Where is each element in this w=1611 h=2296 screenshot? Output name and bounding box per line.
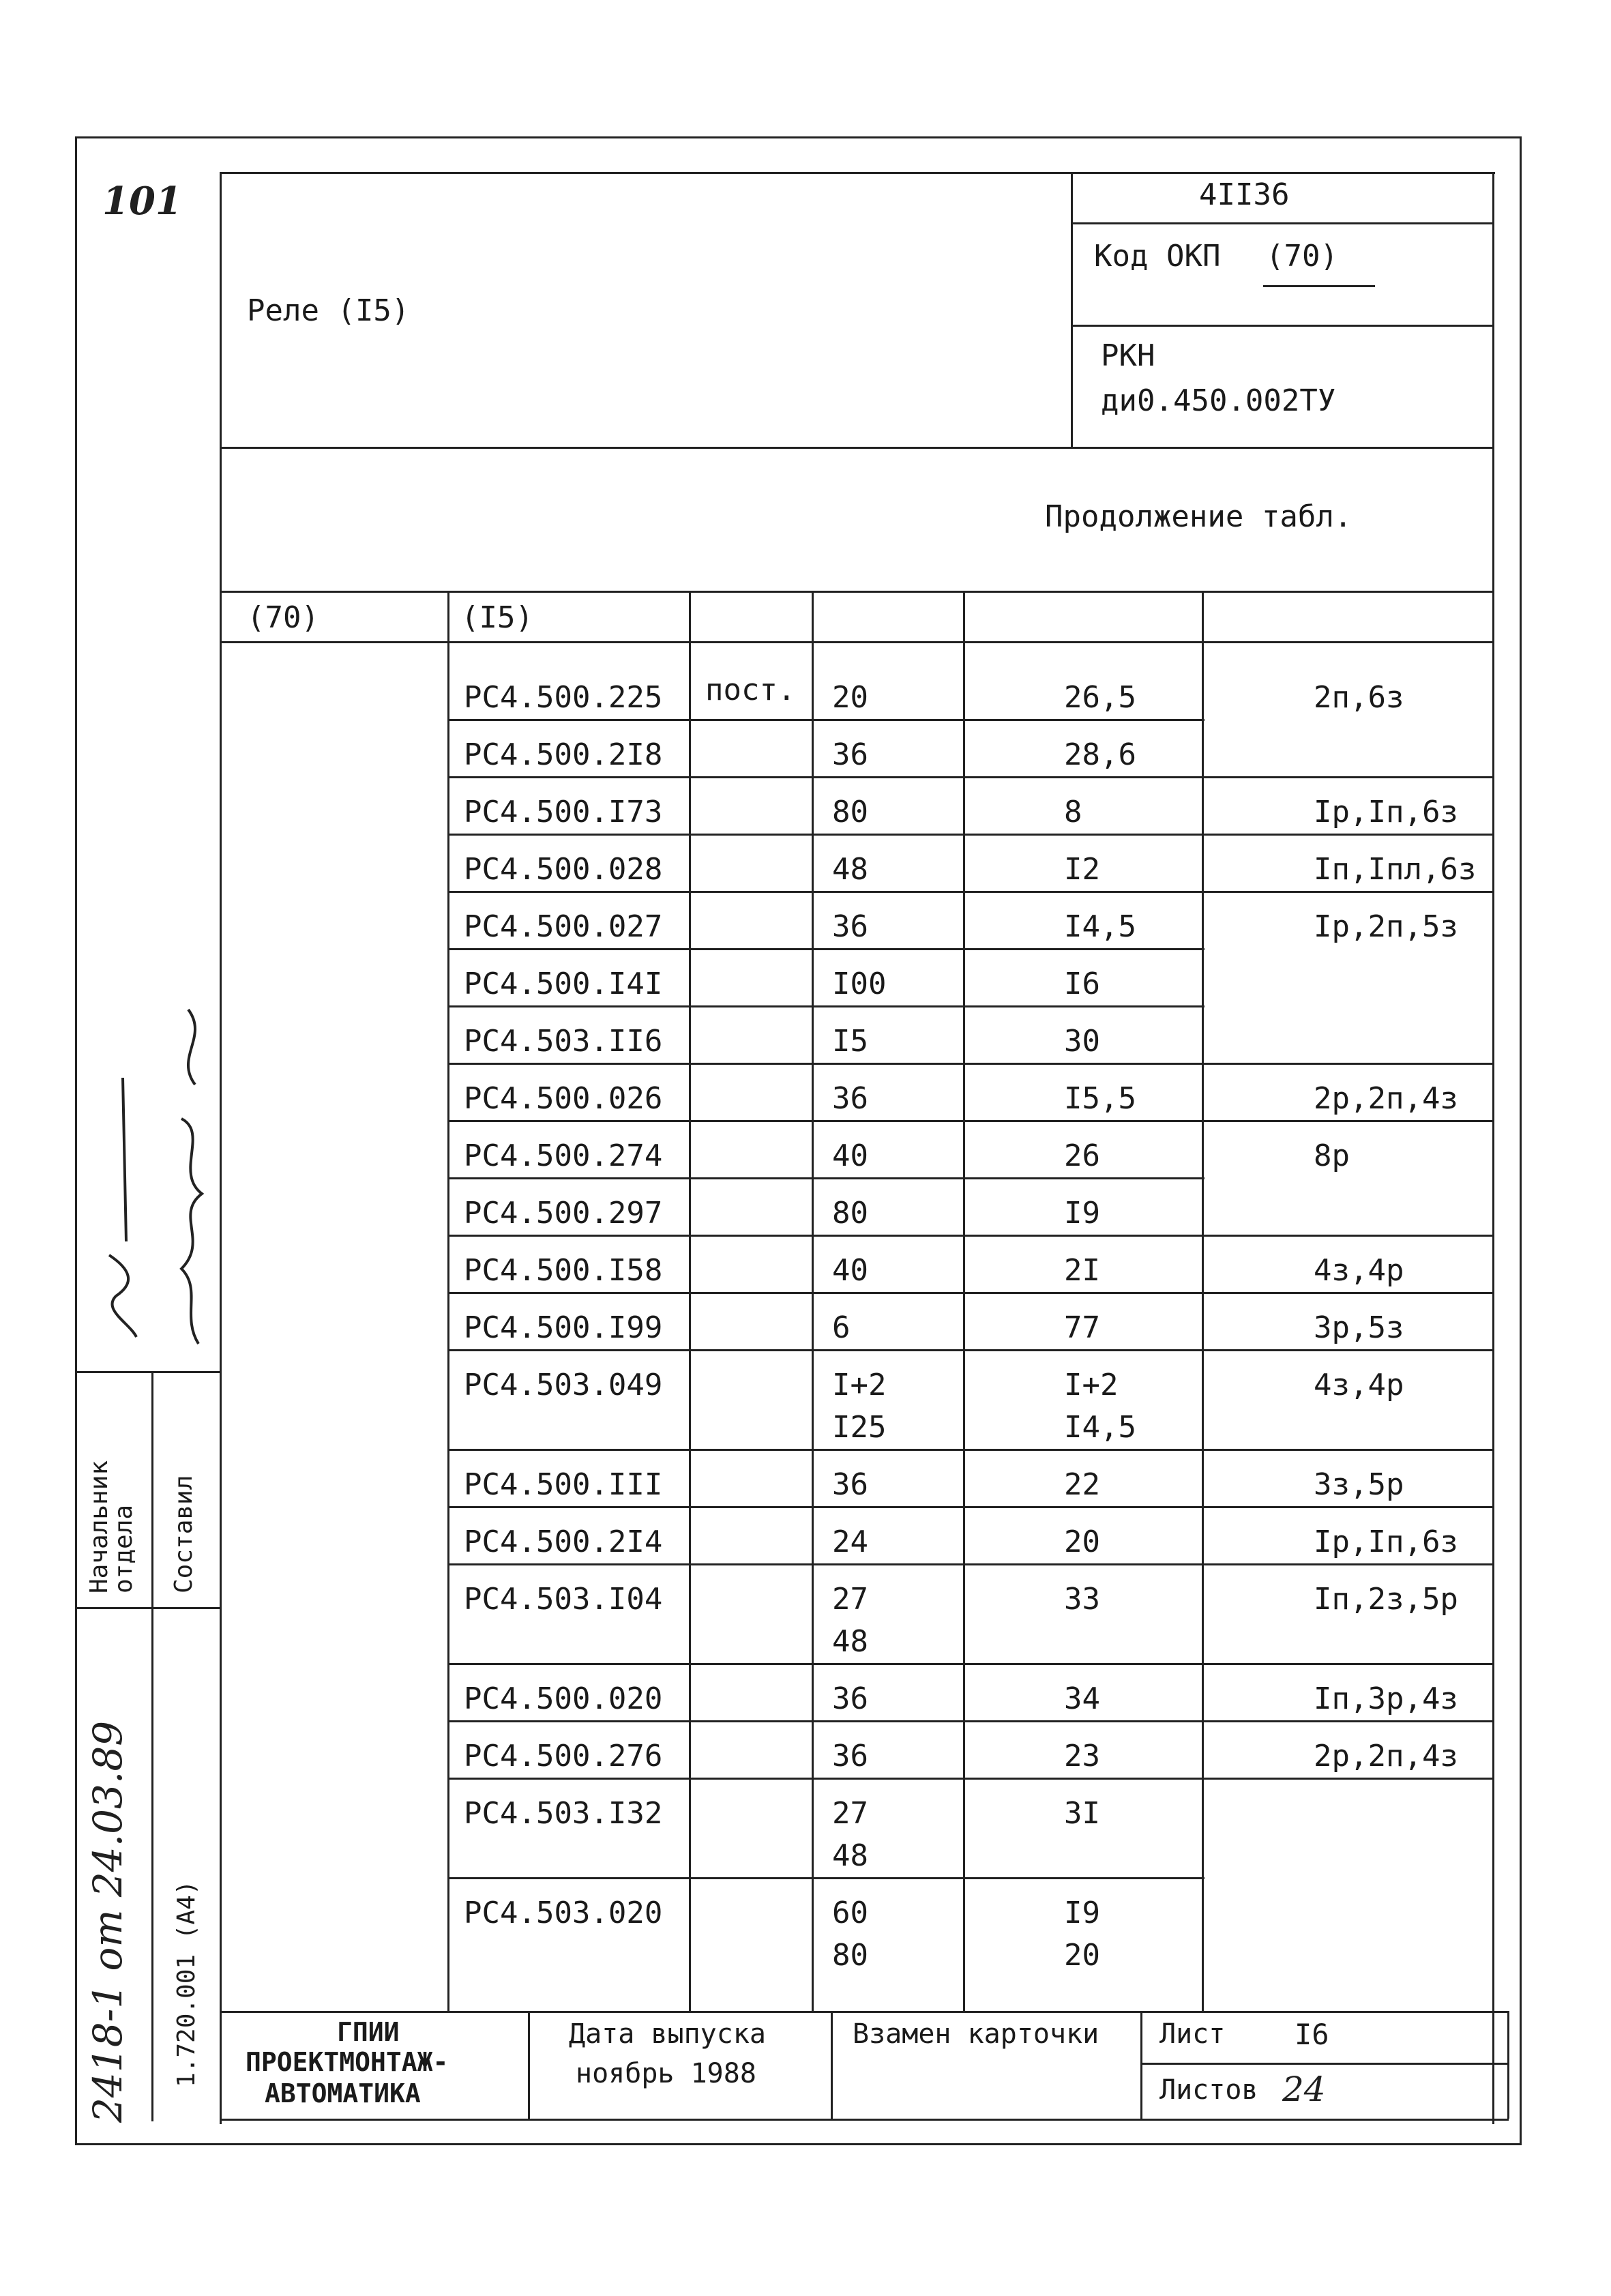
row-code: РС4.500.III bbox=[464, 1467, 663, 1502]
row-value-1: 40 bbox=[832, 1253, 868, 1288]
sheet-label: Лист bbox=[1159, 2018, 1226, 2050]
org-line-1: ГПИИ bbox=[337, 2017, 400, 2047]
table-body bbox=[225, 663, 1499, 1978]
row-value-1: 36 bbox=[832, 909, 868, 944]
row-value-1: 36 bbox=[832, 1739, 868, 1773]
header-line-2 bbox=[1071, 325, 1492, 327]
row-code: РС4.500.I73 bbox=[464, 795, 663, 829]
table-row bbox=[225, 950, 1499, 1007]
doc-number: 4II36 bbox=[1199, 177, 1290, 212]
table-header-bottom bbox=[220, 641, 1494, 643]
row-value-2: 33 bbox=[1064, 1582, 1100, 1617]
table-row bbox=[225, 892, 1499, 950]
outer-frame-top bbox=[75, 136, 1521, 138]
row-value-2: I2 bbox=[1064, 852, 1100, 887]
row-contacts: Iр,Iп,6з bbox=[1314, 1525, 1458, 1559]
row-code: РС4.500.225 bbox=[464, 680, 663, 715]
table-header-top bbox=[220, 591, 1494, 593]
column-header-okp: (70) bbox=[247, 600, 319, 635]
row-value-1: 36 bbox=[832, 1467, 868, 1502]
row-code: РС4.500.I58 bbox=[464, 1253, 663, 1288]
issue-date: ноябрь 1988 bbox=[576, 2058, 756, 2089]
sheets-value: 24 bbox=[1282, 2070, 1326, 2109]
row-value-2: 8 bbox=[1064, 795, 1082, 829]
current-type: пост. bbox=[705, 673, 796, 707]
row-code: РС4.500.028 bbox=[464, 852, 663, 887]
table-row bbox=[225, 1722, 1499, 1779]
row-code: РС4.500.2I8 bbox=[464, 737, 663, 772]
row-contacts: 4з,4р bbox=[1314, 1253, 1404, 1288]
row-code: РС4.503.II6 bbox=[464, 1024, 663, 1059]
row-value-1: I+2 I25 bbox=[832, 1368, 887, 1445]
table-row bbox=[225, 835, 1499, 892]
row-value-2: 26 bbox=[1064, 1138, 1100, 1173]
row-value-1: 48 bbox=[832, 852, 868, 887]
table-row bbox=[225, 1121, 1499, 1179]
table-row bbox=[225, 1064, 1499, 1121]
row-value-1: 24 bbox=[832, 1525, 868, 1559]
row-contacts: 2п,6з bbox=[1314, 680, 1404, 715]
row-value-2: I5,5 bbox=[1064, 1081, 1136, 1116]
footer-top bbox=[220, 2011, 1509, 2013]
row-value-2: 23 bbox=[1064, 1739, 1100, 1773]
row-contacts: Iр,Iп,6з bbox=[1314, 795, 1458, 829]
row-code: РС4.503.I04 bbox=[464, 1582, 663, 1617]
okp-label: Код ОКП bbox=[1094, 239, 1221, 274]
row-value-1: 36 bbox=[832, 1081, 868, 1116]
row-value-1: I5 bbox=[832, 1024, 868, 1059]
row-contacts: 2р,2п,4з bbox=[1314, 1081, 1458, 1116]
row-contacts: 3р,5з bbox=[1314, 1310, 1404, 1345]
outer-frame-right bbox=[1520, 136, 1522, 2145]
row-code: РС4.500.274 bbox=[464, 1138, 663, 1173]
footer-rule-3 bbox=[1140, 2011, 1142, 2119]
table-row bbox=[225, 1236, 1499, 1293]
row-value-2: I6 bbox=[1064, 967, 1100, 1001]
row-code: РС4.500.I99 bbox=[464, 1310, 663, 1345]
row-code: РС4.500.026 bbox=[464, 1081, 663, 1116]
row-contacts: Iп,3р,4з bbox=[1314, 1681, 1458, 1716]
issue-label: Дата выпуска bbox=[569, 2018, 766, 2050]
row-value-1: 6 bbox=[832, 1310, 851, 1345]
continuation-caption: Продолжение табл. bbox=[1045, 499, 1353, 534]
row-value-1: 80 bbox=[832, 1196, 868, 1231]
replace-label: Взамен карточки bbox=[853, 2018, 1099, 2050]
row-value-2: 2I bbox=[1064, 1253, 1100, 1288]
footer-rule-4 bbox=[1507, 2011, 1509, 2119]
row-value-2: I4,5 bbox=[1064, 909, 1136, 944]
outer-frame-bottom bbox=[75, 2143, 1521, 2145]
table-row bbox=[225, 778, 1499, 835]
row-value-1: 27 48 bbox=[832, 1796, 868, 1873]
side-label-compiled: Составил bbox=[170, 1475, 198, 1593]
row-value-1: I00 bbox=[832, 967, 887, 1001]
row-value-1: 36 bbox=[832, 737, 868, 772]
row-contacts: 2р,2п,4з bbox=[1314, 1739, 1458, 1773]
row-contacts: 3з,5р bbox=[1314, 1467, 1404, 1502]
row-code: РС4.500.027 bbox=[464, 909, 663, 944]
row-value-2: I9 20 bbox=[1064, 1896, 1100, 1973]
signature-compiled-icon bbox=[161, 996, 222, 1364]
outer-frame-left bbox=[75, 136, 77, 2145]
row-value-2: 77 bbox=[1064, 1310, 1100, 1345]
org-line-2: ПРОЕКТМОНТАЖ- bbox=[246, 2047, 449, 2077]
footer-sheet-divider bbox=[1140, 2063, 1509, 2065]
row-code: РС4.500.276 bbox=[464, 1739, 663, 1773]
row-code: РС4.503.020 bbox=[464, 1896, 663, 1930]
okp-value: (70) bbox=[1266, 239, 1338, 274]
row-value-1: 40 bbox=[832, 1138, 868, 1173]
org-line-3: АВТОМАТИКА bbox=[265, 2078, 421, 2108]
row-value-1: 60 80 bbox=[832, 1896, 868, 1973]
row-value-2: 22 bbox=[1064, 1467, 1100, 1502]
row-value-1: 36 bbox=[832, 1681, 868, 1716]
table-row bbox=[225, 1565, 1499, 1664]
footer-rule-2 bbox=[831, 2011, 833, 2119]
standard-code: ди0.450.002ТУ bbox=[1101, 383, 1336, 418]
table-row bbox=[225, 1507, 1499, 1565]
row-value-2: 30 bbox=[1064, 1024, 1100, 1059]
header-bottom bbox=[220, 447, 1494, 449]
row-contacts: 8р bbox=[1314, 1138, 1350, 1173]
row-value-2: 3I bbox=[1064, 1796, 1100, 1831]
side-label-head: Начальник отдела bbox=[85, 1460, 138, 1593]
sheets-label: Листов bbox=[1159, 2074, 1258, 2106]
table-row bbox=[225, 663, 1499, 720]
table-row bbox=[225, 1779, 1499, 1879]
row-code: РС4.503.I32 bbox=[464, 1796, 663, 1831]
row-code: РС4.500.297 bbox=[464, 1196, 663, 1231]
row-value-2: 28,6 bbox=[1064, 737, 1136, 772]
table-row bbox=[225, 1879, 1499, 1978]
row-value-2: I9 bbox=[1064, 1196, 1100, 1231]
row-value-2: 20 bbox=[1064, 1525, 1100, 1559]
row-value-1: 20 bbox=[832, 680, 868, 715]
side-strip-rule-1 bbox=[151, 1371, 153, 2121]
side-form-code: 1.720.001 (А4) bbox=[173, 1880, 201, 2087]
row-code: РС4.500.020 bbox=[464, 1681, 663, 1716]
table-row bbox=[225, 1179, 1499, 1236]
row-contacts: Iп,Iпл,6з bbox=[1314, 852, 1477, 887]
row-code: РС4.503.049 bbox=[464, 1368, 663, 1402]
row-code: РС4.500.I4I bbox=[464, 967, 663, 1001]
signature-head-icon bbox=[89, 1064, 157, 1364]
standard-label: РКН bbox=[1101, 338, 1155, 373]
row-value-2: 26,5 bbox=[1064, 680, 1136, 715]
table-row bbox=[225, 1007, 1499, 1064]
table-row bbox=[225, 720, 1499, 778]
footer-rule-1 bbox=[528, 2011, 530, 2119]
side-strip-line-mid bbox=[75, 1607, 220, 1609]
table-row bbox=[225, 1664, 1499, 1722]
table-row bbox=[225, 1293, 1499, 1351]
table-row bbox=[225, 1450, 1499, 1507]
page-number-handwritten: 101 bbox=[102, 179, 182, 224]
row-value-2: 34 bbox=[1064, 1681, 1100, 1716]
okp-underline bbox=[1263, 285, 1375, 287]
row-code: РС4.500.2I4 bbox=[464, 1525, 663, 1559]
table-row bbox=[225, 1351, 1499, 1450]
row-value-1: 27 48 bbox=[832, 1582, 868, 1659]
row-contacts: Iр,2п,5з bbox=[1314, 909, 1458, 944]
footer-bottom bbox=[220, 2119, 1509, 2121]
row-contacts: 4з,4р bbox=[1314, 1368, 1404, 1402]
column-header-type: (I5) bbox=[461, 600, 533, 635]
row-value-1: 80 bbox=[832, 795, 868, 829]
header-title: Реле (I5) bbox=[247, 293, 410, 328]
form-top bbox=[220, 172, 1495, 174]
side-strip-line-top bbox=[75, 1371, 220, 1373]
sheet-value: I6 bbox=[1295, 2018, 1329, 2051]
row-contacts: Iп,2з,5р bbox=[1314, 1582, 1458, 1617]
header-line-1 bbox=[1071, 222, 1492, 224]
row-value-2: I+2 I4,5 bbox=[1064, 1368, 1136, 1445]
side-handwritten-stamp: 2418-1 от 24.03.89 bbox=[85, 1720, 131, 2123]
header-divider bbox=[1071, 172, 1073, 449]
